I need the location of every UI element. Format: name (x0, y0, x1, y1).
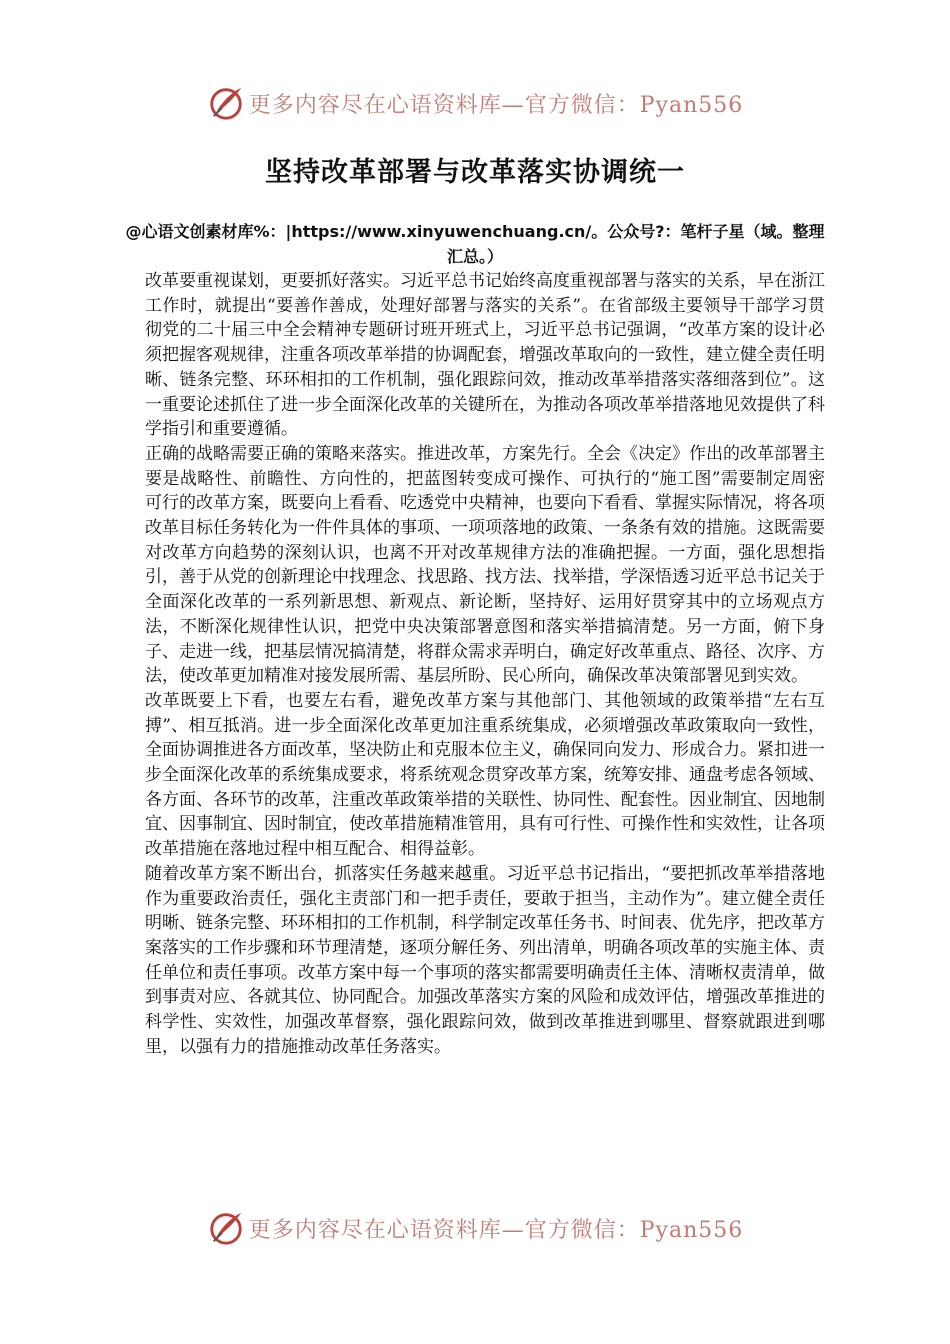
header-banner (0, 78, 950, 128)
page-title: 坚持改革部署与改革落实协调统一 (265, 157, 685, 188)
paragraph: 改革要重视谋划，更要抓好落实。习近平总书记始终高度重视部署与落实的关系，早在浙江工作时，就提出“要善作善成，处理好部署与落实的关系”。在省部级主要领导干部学习贯彻党的二十届三中全会精神专题研讨班开班式上，习近平总书记强调，“改革方案的设计必须把握客观规律，注重各项改革举措的协调配套，增强改革取向的一致性，建立健全责任明晰、链条完整、环环相扣的工作机制，强化跟踪问效，推动改革举措落实落细落到位”。这一重要论述抓住了进一步全面深化改革的关键所在，为推动各项改革举措落地见效提供了科学指引和重要遵循。 (145, 271, 825, 440)
footer-banner (0, 1203, 950, 1253)
paragraph: 随着改革方案不断出台，抓落实任务越来越重。习近平总书记指出，“要把抓改革举措落地作为重要政治责任，强化主责部门和一把手责任，要敢于担当，主动作为”。建立健全责任明晰、链条完整、环环相扣的工作机制，科学制定改革任务书、时间表、优先序，把改革方案落实的工作步骤和环节理清楚，逐项分解任务、列出清单，明确各项改革的实施主体、责任单位和责任事项。改革方案中每一个事项的落实都需要明确责任主体、清晰权责清单，做到事责对应、各就其位、协同配合。加强改革落实方案的风险和成效评估，增强改革推进的科学性、实效性，加强改革督察，强化跟踪问效，做到改革推进到哪里、督察就跟进到哪里，以强有力的措施推动改革任务落实。 (145, 863, 825, 1057)
paragraph: 正确的战略需要正确的策略来落实。推进改革，方案先行。全会《决定》作出的改革部署主要是战略性、前瞻性、方向性的，把蓝图转变成可操作、可执行的“施工图”需要制定周密可行的改革方案，既要向上看看、吃透党中央精神，也要向下看看、掌握实际情况，将各项改革目标任务转化为一件件具体的事项、一项项落地的政策、一条条有效的措施。这既需要对改革方向趋势的深刻认识，也离不开对改革规律方法的准确把握。一方面，强化思想指引，善于从党的创新理论中找理念、找思路、找方法、找举措，学深悟透习近平总书记关于全面深化改革的一系列新思想、新观点、新论断，坚持好、运用好贯穿其中的立场观点方法，不断深化规律性认识，把党中央决策部署意图和落实举措搞清楚。另一方面，俯下身子、走进一线，把基层情况搞清楚，将群众需求弄明白，确定好改革重点、路径、次序、方法，使改革更加精准对接发展所需、基层所盼、民心所向，确保改革决策部署见到实效。 (145, 443, 825, 687)
article-body (145, 269, 825, 1060)
quill-logo-icon (207, 1209, 245, 1247)
banner-text: 更多内容尽在心语资料库—官方微信：Pyan556 (248, 92, 744, 118)
source-line: @心语文创素材库%：|https://www.xinyuwenchuang.cn/。公众号?：笔杆子星（域。整理汇总。） (125, 222, 825, 266)
paragraph: 改革既要上下看，也要左右看，避免改革方案与其他部门、其他领域的政策举措“左右互搏”、相互抵消。进一步全面深化改革更加注重系统集成，必须增强改革政策取向一致性，全面协调推进各方面改革，坚决防止和克服本位主义，确保同向发力、形成合力。紧扣进一步全面深化改革的系统集成要求，将系统观念贯穿改革方案，统筹安排、通盘考虑各领域、各方面、各环节的改革，注重改革政策举措的关联性、协同性、配套性。因业制宜、因地制宜、因事制宜、因时制宜，使改革措施精准管用，具有可行性、可操作性和实效性，让各项改革措施在落地过程中相互配合、相得益彰。 (145, 690, 825, 860)
quill-logo-icon (207, 84, 245, 122)
banner-text: 更多内容尽在心语资料库—官方微信：Pyan556 (248, 1217, 744, 1243)
